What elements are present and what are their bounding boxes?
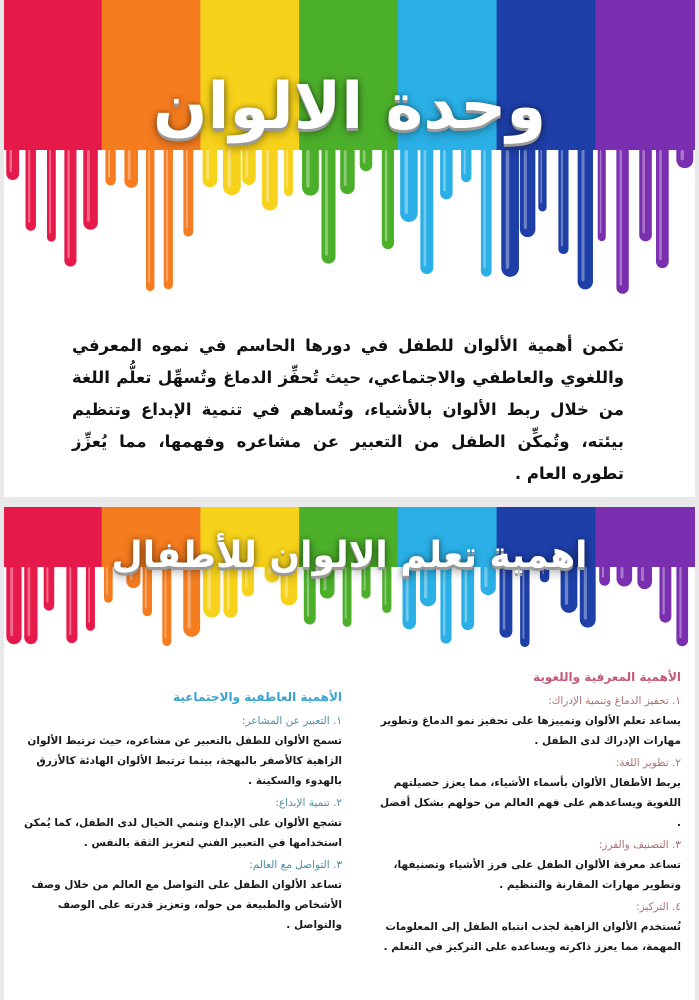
cognitive-item xyxy=(376,897,681,957)
paint-stripe xyxy=(595,507,695,646)
cognitive-item-text: يربط الأطفال الألوان بأسماء الأشياء، مما يعزز حصيلتهم اللغوية ويساعدهم على فهم العالم من حولهم بشكل أفضل . xyxy=(380,777,681,829)
paint-drips-banner xyxy=(4,507,695,657)
emotional-item-text: تسمح الألوان للطفل بالتعبير عن مشاعره، حيث ترتبط الألوان الزاهية كالأصفر بالبهجة، بينما ترتبط الألوان الهادئة كالأزرق بالهدوء والسكينة . xyxy=(27,735,342,787)
emotional-section xyxy=(24,687,342,937)
cognitive-item-text: يساعد تعلم الألوان وتمييزها على تحفيز نمو الدماغ وتطوير مهارات الإدراك لدى الطفل . xyxy=(380,715,681,747)
cognitive-item-heading: ٣. التصنيف والفرز: xyxy=(598,839,681,851)
paint-stripe xyxy=(497,0,598,289)
page-2 xyxy=(4,507,695,1000)
cognitive-item-heading: ٤. التركيز: xyxy=(636,901,681,913)
cognitive-section-title: الأهمية المعرفية واللغوية xyxy=(533,670,681,684)
paint-stripe xyxy=(595,0,695,294)
paint-stripe xyxy=(102,507,203,646)
page-2-title: اهمية تعلم الالوان للأطفال xyxy=(111,535,588,576)
emotional-item xyxy=(24,711,342,791)
cognitive-item xyxy=(376,835,681,895)
emotional-item-text: تشجع الألوان على الإبداع وتنمي الخيال لدى الطفل، كما يُمكن استخدامها في التعبير الفني لتعزيز الثقة بالنفس . xyxy=(24,817,342,849)
paint-stripe xyxy=(497,507,598,647)
cognitive-section xyxy=(376,667,681,959)
emotional-item-heading: ٣. التواصل مع العالم: xyxy=(249,859,342,871)
cognitive-item-heading: ٢. تطوير اللغة: xyxy=(615,757,681,769)
emotional-item-text: تساعد الألوان الطفل على التواصل مع العالم من خلال وصف الأشخاص والطبيعة من حوله، وتعزيز قدرته على الوصف والتواصل . xyxy=(31,879,342,931)
cognitive-item-heading: ١. تحفيز الدماغ وتنمية الإدراك: xyxy=(548,695,681,707)
emotional-item xyxy=(24,855,342,935)
intro-paragraph: تكمن أهمية الألوان للطفل في دورها الحاسم في نموه المعرفي واللغوي والعاطفي والاجتماعي، حيث تُحفِّز الدماغ وتُسهِّل تعلُّم اللغة من خلال ربط الألوان بالأشياء، وتُساهم في تنمية الإبداع وتنظيم بيئته، وتُمكِّن الطفل من التعبير عن مشاعره وفهمها، مما يُعزِّز تطوره العام . xyxy=(72,336,624,483)
cognitive-item-text: تُستخدم الألوان الزاهية لجذب انتباه الطفل إلى المعلومات المهمة، مما يعزز ذاكرته ويساعده على التركيز في التعلم . xyxy=(383,921,681,953)
emotional-item-heading: ١. التعبير عن المشاعر: xyxy=(241,715,342,727)
emotional-item-heading: ٢. تنمية الإبداع: xyxy=(275,797,342,809)
cognitive-item-text: تساعد معرفة الألوان الطفل على فرز الأشياء وتصنيفها، وتطوير مهارات المقارنة والتنظيم . xyxy=(393,859,681,891)
page-1 xyxy=(4,0,695,497)
cognitive-item xyxy=(376,691,681,751)
emotional-item xyxy=(24,793,342,853)
page-1-title: وحدة الالوان xyxy=(152,70,547,144)
paint-stripe xyxy=(102,0,203,291)
emotional-section-title: الأهمية العاطفية والاجتماعية xyxy=(173,690,342,704)
paint-drips-banner xyxy=(4,0,695,310)
cognitive-item xyxy=(376,753,681,833)
